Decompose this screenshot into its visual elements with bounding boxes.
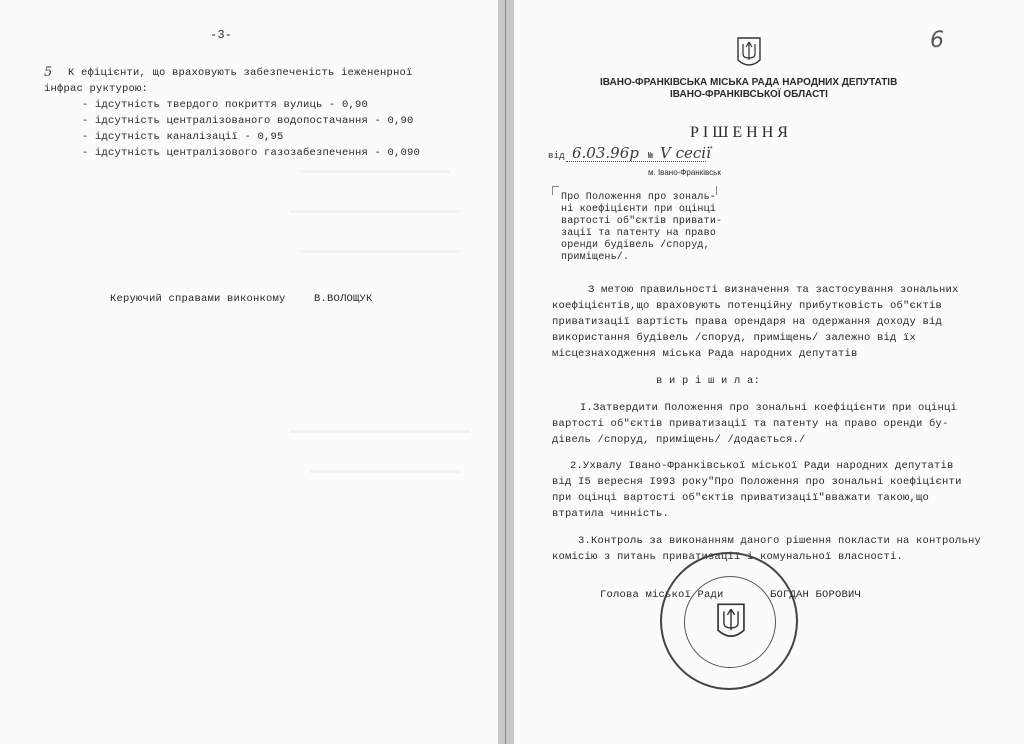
council-region: ІВАНО-ФРАНКІВСЬКОЇ ОБЛАСТІ [670, 89, 828, 100]
book-gutter [498, 0, 514, 744]
subject-line: приміщень/. [561, 252, 630, 263]
item-2-line: 2.Ухвалу Івано-Франківської міської Ради народних депутатів [570, 460, 954, 472]
item-2-line: втратила чинність. [552, 508, 670, 520]
item-2-line: при оцінці вартості об"єктів приватизації"вважати такою,що [552, 492, 930, 504]
date-handwritten: 6.03.96р [572, 144, 639, 162]
item-3-line: комісію з питань приватизації і комунальної власності. [552, 551, 904, 563]
preamble-line: З метою правильності визначення та застосування зональних [588, 284, 959, 296]
chair-signature-role: Голова міської Ради [600, 589, 724, 601]
left-page [0, 0, 498, 744]
signature-name: В.ВОЛОЩУК [314, 293, 373, 305]
item-1-line: вартості об"єктів приватизації та патенту на право оренди бу- [552, 418, 949, 430]
bullet-item: - ідсутність твердого покриття вулиць - 0,90 [82, 99, 369, 111]
signature-role: Керуючий справами виконкому [110, 293, 286, 305]
preamble-line: коефіцієнтів,що враховують потенційну прибутковість об"єктів [552, 300, 943, 312]
council-name: ІВАНО-ФРАНКІВСЬКА МІСЬКА РАДА НАРОДНИХ ДЕПУТАТІВ [600, 77, 898, 88]
official-seal [660, 552, 798, 690]
gutter-fold [505, 0, 506, 744]
preamble-line: приватизації вартість права орендаря на одержання доходу від [552, 316, 943, 328]
trident-emblem-icon [735, 36, 763, 70]
preamble-line: використання будівель /споруд, приміщень/ залежно від їх [552, 332, 917, 344]
number-handwritten: V сесії [660, 144, 711, 162]
item-2-line: від І5 вересня І993 року"Про Положення про зональні коефіцієнти [552, 476, 962, 488]
subject-bracket-left [552, 186, 559, 195]
intro-line-2: інфрас руктурою: [44, 83, 149, 95]
date-underline [566, 161, 706, 162]
subject-line: вартості об"єктів привати- [561, 216, 723, 227]
date-prefix: від [548, 151, 565, 161]
subject-line: зації та патенту на право [561, 228, 717, 239]
bullet-item: - ідсутність централізованого водопостачання - 0,90 [82, 115, 414, 127]
subject-line: оренди будівель /споруд, [561, 240, 710, 251]
subject-line: ні коефіцієнти при оцінці [561, 204, 717, 215]
item-1-line: І.Затвердити Положення про зональні коефіцієнти при оцінці [580, 402, 958, 414]
handwritten-page-number: 6 [930, 28, 944, 53]
bullet-item: - ідсутність централізового газозабезпечення - 0,090 [82, 147, 421, 159]
bullet-item: - ідсутність каналізації - 0,95 [82, 131, 284, 143]
subject-line: Про Положення про зональ- [561, 192, 717, 203]
document-type-heading: РІШЕННЯ [690, 124, 792, 141]
city-name: м. Івано-Франківськ [648, 168, 721, 177]
page-number: -3- [210, 28, 233, 42]
chair-signature-name: БОГДАН БОРОВИЧ [770, 589, 862, 601]
subject-bracket-right [716, 186, 717, 195]
resolved-heading: в и р і ш и л а: [656, 375, 761, 387]
intro-line-1: К ефіцієнти, що враховують забезпеченість іежененрної [68, 67, 413, 79]
trident-emblem-icon [714, 602, 748, 642]
preamble-line: місцезнаходження міська Рада народних депутатів [552, 348, 858, 360]
number-prefix: № [648, 151, 654, 161]
item-3-line: 3.Контроль за виконанням даного рішення покласти на контрольну [578, 535, 982, 547]
margin-mark: 5 [44, 65, 53, 80]
item-1-line: дівель /споруд, приміщень/ /додається./ [552, 434, 806, 446]
